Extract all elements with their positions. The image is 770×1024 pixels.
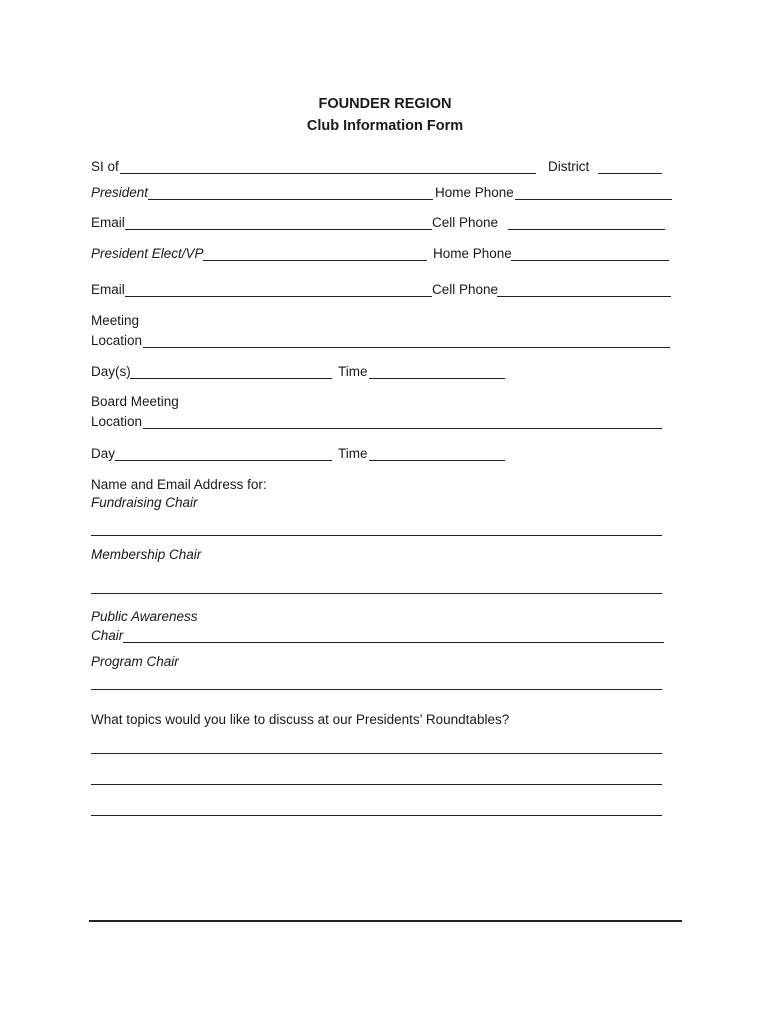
program-chair-field[interactable] [91, 689, 662, 690]
meeting-location-field[interactable] [143, 347, 670, 348]
day-label: Day [91, 446, 116, 461]
time-field-1[interactable] [369, 378, 505, 379]
email-label-2: Email [91, 282, 125, 297]
day-field[interactable] [115, 460, 332, 461]
membership-chair-field[interactable] [91, 593, 662, 594]
days-field[interactable] [130, 378, 332, 379]
president-field[interactable] [148, 199, 433, 200]
president-label: President [91, 185, 149, 200]
cell-phone-field-2[interactable] [497, 296, 671, 297]
email-field-1[interactable] [125, 229, 432, 230]
district-field[interactable] [598, 173, 662, 174]
home-phone-field-1[interactable] [515, 199, 672, 200]
board-location-field[interactable] [143, 428, 662, 429]
cell-phone-field-1[interactable] [508, 229, 665, 230]
meeting-label: Meeting [91, 313, 140, 328]
roundtable-answer-line-2[interactable] [91, 784, 662, 785]
region-heading: FOUNDER REGION [318, 96, 452, 112]
days-label: Day(s) [91, 364, 131, 379]
chairs-intro: Name and Email Address for: [91, 477, 267, 492]
roundtable-answer-line-3[interactable] [91, 815, 662, 816]
time-field-2[interactable] [369, 460, 505, 461]
home-phone-label-2: Home Phone [433, 246, 512, 261]
roundtable-question: What topics would you like to discuss at our Presidents’ Roundtables? [91, 712, 510, 727]
president-elect-label: President Elect/VP [91, 246, 204, 261]
time-label-1: Time [338, 364, 368, 379]
email-label-1: Email [91, 215, 125, 230]
fundraising-chair-label: Fundraising Chair [91, 495, 198, 510]
cell-phone-label-2: Cell Phone [432, 282, 499, 297]
public-awareness-chair-field[interactable] [123, 642, 664, 643]
board-location-label: Location [91, 414, 143, 429]
public-awareness-chair-label-2: Chair [91, 628, 124, 643]
footer-divider [89, 920, 682, 922]
time-label-2: Time [338, 446, 368, 461]
membership-chair-label: Membership Chair [91, 547, 202, 562]
board-meeting-label: Board Meeting [91, 394, 179, 409]
public-awareness-chair-label: Public Awareness [91, 609, 198, 624]
form-title: Club Information Form [306, 118, 464, 134]
program-chair-label: Program Chair [91, 654, 179, 669]
cell-phone-label-1: Cell Phone [432, 215, 499, 230]
email-field-2[interactable] [125, 296, 432, 297]
home-phone-field-2[interactable] [511, 260, 669, 261]
fundraising-chair-field[interactable] [91, 535, 662, 536]
district-label: District [548, 159, 590, 174]
si-of-field[interactable] [120, 173, 536, 174]
roundtable-answer-line-1[interactable] [91, 753, 662, 754]
si-of-label: SI of [91, 159, 119, 174]
meeting-location-label: Location [91, 333, 143, 348]
president-elect-field[interactable] [203, 260, 427, 261]
home-phone-label-1: Home Phone [435, 185, 514, 200]
